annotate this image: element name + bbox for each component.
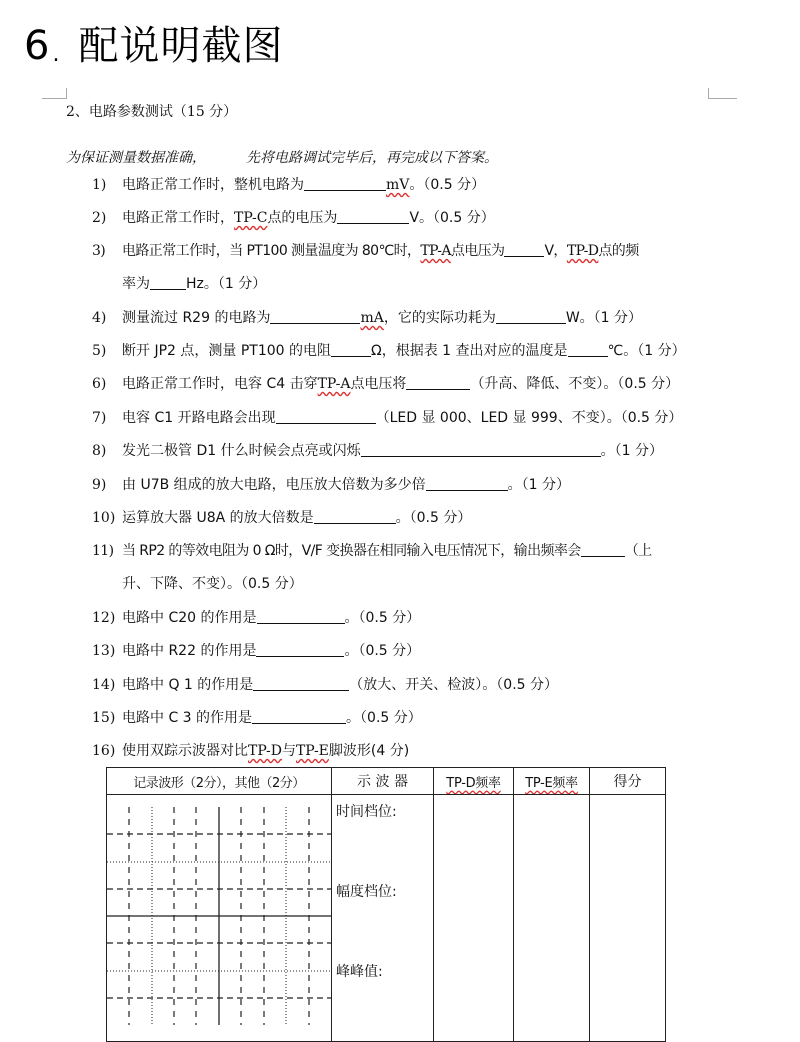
answer-blank[interactable] — [361, 442, 601, 457]
q-number: 4) — [92, 310, 107, 326]
q-text: 电路中 Q 1 的作用是 — [122, 677, 254, 693]
question-14 — [92, 676, 558, 694]
heading-number: 6 — [24, 23, 51, 69]
answer-blank[interactable] — [426, 476, 508, 491]
q-number: 10) — [92, 510, 116, 526]
answer-blank[interactable] — [270, 309, 360, 324]
q-text: 测量流过 R29 的电路为 — [122, 310, 271, 326]
q-text: 运算放大器 U8A 的放大倍数是 — [122, 510, 314, 526]
q-score: ℃。（1 分） — [607, 343, 686, 359]
q-text: 发光二极管 D1 什么时候会点亮或闪烁 — [122, 443, 361, 459]
q-testpoint-2: TP-D — [566, 243, 599, 259]
answer-blank[interactable] — [276, 409, 376, 424]
q-score: （LED 显 000、LED 显 999、不变）。（0.5 分） — [375, 410, 683, 426]
q-testpoint: TP-A — [420, 243, 451, 259]
question-13 — [92, 642, 420, 660]
q-score: 。（0.5 分） — [346, 710, 422, 726]
answer-blank[interactable] — [337, 209, 409, 224]
q-testpoint-2: TP-E — [295, 743, 329, 759]
q-score: W。（1 分） — [565, 310, 643, 326]
q-number: 1) — [92, 177, 107, 193]
q-score: Hz。（1 分） — [186, 276, 267, 292]
q-score: 。（1 分） — [507, 477, 571, 493]
q-text: 电容 C1 开路电路会出现 — [122, 410, 276, 426]
q-score: 升、下降、不变）。（0.5 分） — [122, 576, 303, 592]
q-text-2: Ω，根据表 1 查出对应的温度是 — [371, 343, 568, 359]
answer-blank-2[interactable] — [568, 342, 608, 357]
table-header-row — [107, 768, 666, 795]
q-text-2: ，它的实际功耗为 — [383, 310, 496, 326]
heading-dot: . — [52, 42, 61, 67]
question-7 — [92, 409, 682, 427]
tpe-frequency-cell[interactable] — [514, 795, 590, 1042]
q-number: 5) — [92, 343, 107, 359]
question-3-continued — [122, 275, 266, 293]
q-number: 15) — [92, 710, 116, 726]
question-12 — [92, 609, 420, 627]
q-text-2: 与 — [281, 743, 296, 759]
question-15 — [92, 709, 422, 727]
q-number: 2) — [92, 210, 107, 226]
q-text: 当 RP2 的等效电阻为 0 Ω时，V/F 变换器在相同输入电压情况下，输出频率会 — [122, 543, 581, 559]
section-title: 2、电路参数测试（15 分） — [66, 104, 238, 120]
q-score: 脚波形(4 分) — [328, 743, 410, 759]
q-score: （升高、降低、不变）。（0.5 分） — [470, 376, 680, 392]
q-testpoint: TP-D — [248, 743, 282, 759]
q-score: 。（1 分） — [600, 443, 663, 459]
answer-blank[interactable] — [252, 709, 346, 724]
header-tpe-text: TP-E频率 — [525, 775, 578, 791]
margin-mark-right — [708, 88, 737, 99]
question-11-continued — [122, 575, 303, 593]
q-text-4: 点的频 — [598, 243, 639, 259]
waveform-record-table — [106, 767, 666, 1042]
question-6 — [92, 375, 679, 393]
answer-blank-2[interactable] — [496, 309, 566, 324]
note-part1: 为保证测量数据准确， — [66, 150, 206, 166]
question-10 — [92, 509, 471, 527]
q-number: 9) — [92, 477, 107, 493]
note-part2: 先将电路调试完毕后，再完成以下答案。 — [246, 150, 498, 166]
q-text-2: 点的电压为 — [267, 210, 338, 226]
q-text-3: V， — [544, 243, 567, 259]
q-unit: mA — [360, 310, 384, 326]
q-number: 11) — [92, 543, 114, 559]
page-heading — [24, 22, 283, 79]
q-text-2: 点电压将 — [350, 376, 407, 392]
question-16 — [92, 742, 409, 760]
q-testpoint: TP-C — [234, 210, 268, 226]
score-cell[interactable] — [590, 795, 666, 1042]
q-text: 电路中 C 3 的作用是 — [122, 710, 253, 726]
header-tpd-frequency — [434, 768, 514, 795]
answer-blank[interactable] — [504, 242, 544, 257]
header-tpd-text: TP-D频率 — [446, 775, 501, 791]
table-body-row — [107, 795, 666, 1042]
q-score: 。（0.5 分） — [344, 643, 421, 659]
q-number: 12) — [92, 610, 116, 626]
q-score: 。（0.5 分） — [409, 177, 486, 193]
q-text: 电路正常工作时，电容 C4 击穿 — [122, 376, 318, 392]
q-score: （放大、开关、检波）。（0.5 分） — [349, 677, 558, 693]
question-5 — [92, 342, 686, 360]
header-waveform: 记录波形（2分），其他（2分） — [107, 768, 332, 795]
q-number: 8) — [92, 443, 107, 459]
q-text-2: 点电压为 — [450, 243, 505, 259]
answer-blank[interactable] — [150, 275, 186, 290]
q-number: 3) — [92, 243, 106, 259]
header-score: 得分 — [590, 768, 666, 795]
answer-blank[interactable] — [257, 609, 345, 624]
answer-blank[interactable] — [406, 375, 470, 390]
q-number: 14) — [92, 677, 116, 693]
answer-blank[interactable] — [331, 342, 371, 357]
header-oscilloscope: 示 波 器 — [332, 768, 434, 795]
q-text: 电路中 R22 的作用是 — [122, 643, 257, 659]
q-number: 7) — [92, 410, 107, 426]
question-3 — [92, 242, 639, 260]
answer-blank[interactable] — [253, 676, 349, 691]
peak-to-peak-label: 峰峰值: — [336, 964, 383, 980]
instruction-note — [66, 147, 498, 167]
q-score: 。（0.5 分） — [395, 510, 472, 526]
q-text: 断开 JP2 点，测量 PT100 的电阻 — [122, 343, 331, 359]
question-1 — [92, 176, 485, 194]
question-4 — [92, 309, 642, 327]
answer-blank[interactable] — [581, 542, 625, 557]
answer-blank[interactable] — [314, 509, 396, 524]
q-unit: mV — [386, 177, 410, 193]
answer-blank[interactable] — [256, 642, 344, 657]
question-8 — [92, 442, 663, 460]
q-text: 使用双踪示波器对比 — [122, 743, 248, 759]
oscilloscope-settings-cell[interactable] — [332, 795, 434, 1042]
q-text: 电路中 C20 的作用是 — [122, 610, 257, 626]
q-text: 率为 — [122, 276, 150, 292]
q-number: 16) — [92, 743, 116, 759]
q-text: 由 U7B 组成的放大电路，电压放大倍数为多少倍 — [122, 477, 426, 493]
tpd-frequency-cell[interactable] — [434, 795, 514, 1042]
question-2 — [92, 209, 495, 227]
header-tpe-frequency — [514, 768, 590, 795]
q-text-2: （上 — [624, 543, 652, 559]
answer-blank[interactable] — [304, 176, 386, 191]
oscilloscope-grid — [107, 807, 331, 1025]
q-text: 电路正常工作时， — [122, 210, 234, 226]
question-9 — [92, 476, 570, 494]
q-score: V。（0.5 分） — [409, 210, 495, 226]
margin-mark-left — [42, 88, 67, 99]
q-text: 电路正常工作时，整机电路为 — [122, 177, 304, 193]
q-number: 6) — [92, 376, 107, 392]
q-text: 电路正常工作时，当 PT100 测量温度为 80℃时， — [122, 243, 421, 259]
time-division-label: 时间档位: — [336, 804, 397, 820]
q-score: 。（0.5 分） — [344, 610, 421, 626]
amplitude-division-label: 幅度档位: — [336, 884, 397, 900]
waveform-grid-cell[interactable] — [107, 795, 332, 1042]
q-testpoint: TP-A — [317, 376, 351, 392]
heading-title: 配说明截图 — [78, 23, 284, 69]
question-11 — [92, 542, 652, 560]
q-number: 13) — [92, 643, 116, 659]
